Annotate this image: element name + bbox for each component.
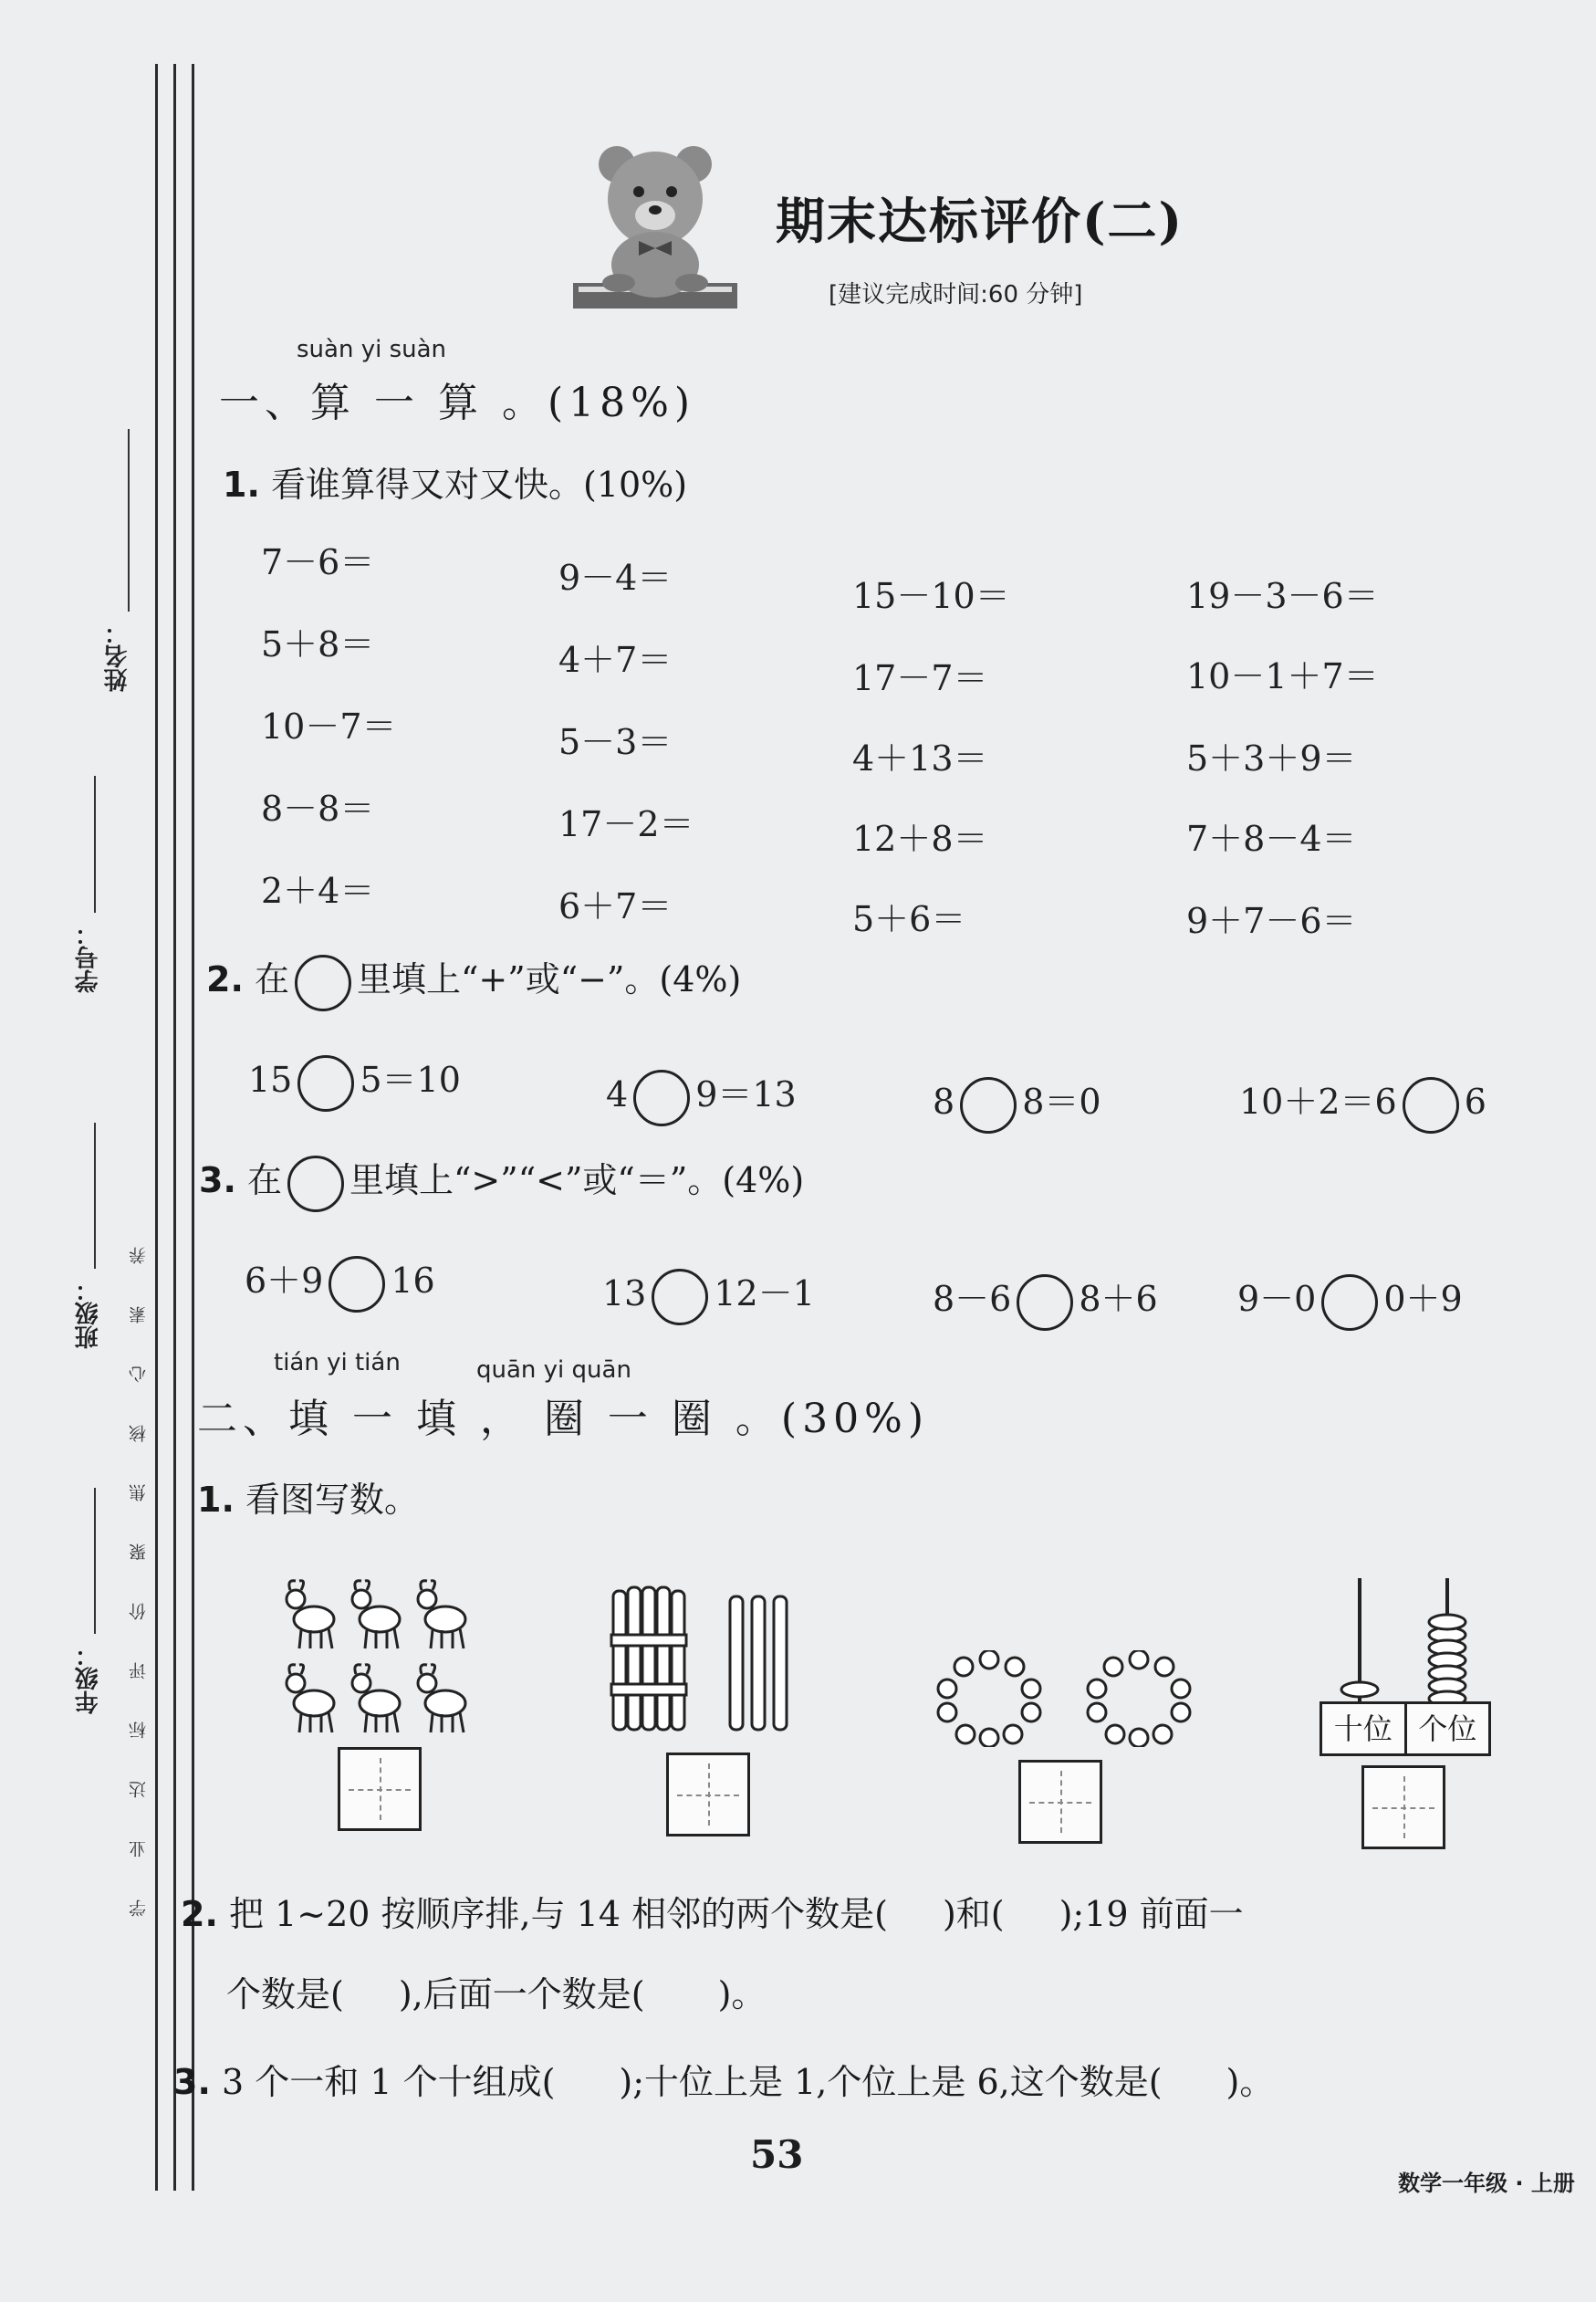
answer-circle[interactable] <box>1017 1274 1073 1331</box>
student-number-label: 学号： <box>75 922 102 993</box>
question-text-pre: 在 <box>246 1160 282 1200</box>
operand-right: 8＝0 <box>1022 1082 1101 1122</box>
equation: 5＋3＋9＝ <box>1186 738 1357 779</box>
equation: 5＋8＝ <box>261 624 375 664</box>
class-label: 班级： <box>75 1278 102 1349</box>
equation: 2＋4＝ <box>261 871 375 911</box>
operand-left: 8 <box>933 1082 955 1122</box>
equation: 17－2＝ <box>558 804 694 844</box>
equation: 5＋6＝ <box>852 899 966 939</box>
question-text: )和( <box>942 1894 1005 1934</box>
operator-item <box>606 1066 797 1126</box>
operator-item <box>933 1073 1101 1134</box>
operator-item <box>1239 1073 1486 1134</box>
goats-picture <box>283 1577 484 1742</box>
name-label: 姓名： <box>104 621 131 692</box>
equation: 7－6＝ <box>261 542 375 582</box>
question-text-post: 里填上“>”“<”或“＝”。(4%) <box>349 1160 805 1200</box>
answer-circle[interactable] <box>652 1269 708 1325</box>
question-prompt <box>223 456 687 507</box>
answer-circle[interactable] <box>633 1070 690 1126</box>
operand-right: 0＋9 <box>1383 1279 1463 1319</box>
equation: 9－4＝ <box>558 558 673 598</box>
ones-place-label: 个位 <box>1418 1711 1477 1746</box>
operand-right: 5＝10 <box>360 1060 461 1100</box>
answer-box[interactable] <box>338 1747 422 1831</box>
question-text: );十位上是 1,个位上是 6,这个数是( <box>619 2062 1163 2102</box>
operand-right: 8＋6 <box>1079 1279 1158 1319</box>
section-title: 二、填 一 填 ， 圈 一 圈 。(30%) <box>197 1396 930 1442</box>
compare-item <box>245 1252 435 1313</box>
equation: 15－10＝ <box>852 576 1010 616</box>
page-title: 期末达标评价(二) <box>776 192 1184 250</box>
section-pinyin: tián yi tián <box>274 1349 401 1376</box>
equation: 9＋7－6＝ <box>1186 901 1357 941</box>
equation: 12＋8＝ <box>852 819 988 859</box>
student-number-blank[interactable] <box>94 776 96 913</box>
sticks-picture <box>610 1584 810 1739</box>
question-number: 3. <box>173 2062 211 2102</box>
binding-rail-line <box>192 64 198 2191</box>
operand-right: 16 <box>391 1261 435 1301</box>
question-text: );19 前面一 <box>1059 1894 1244 1934</box>
equation: 19－3－6＝ <box>1186 576 1379 616</box>
operator-item <box>248 1052 461 1112</box>
question-number: 1. <box>197 1480 235 1520</box>
class-blank[interactable] <box>94 1123 96 1269</box>
operand-right: 9＝13 <box>695 1074 797 1114</box>
answer-box[interactable] <box>666 1753 750 1836</box>
equation: 10－7＝ <box>261 706 397 747</box>
operand-left: 8－6 <box>933 1279 1012 1319</box>
operand-left: 9－0 <box>1237 1279 1317 1319</box>
question-text-pre: 在 <box>254 959 289 999</box>
binding-rail-line <box>173 64 180 2191</box>
question-line <box>181 1886 1244 1936</box>
equation: 4＋13＝ <box>852 738 988 779</box>
question-text: 个数是( <box>226 1974 344 2014</box>
binding-rail-line <box>155 64 162 2191</box>
operand-left: 13 <box>602 1273 647 1313</box>
equation: 10－1＋7＝ <box>1186 656 1379 696</box>
question-text: 3 个一和 1 个十组成( <box>221 2062 556 2102</box>
operand-left: 4 <box>606 1074 629 1114</box>
page-subtitle: [建议完成时间:60 分钟] <box>829 281 1083 309</box>
compare-item <box>1237 1271 1463 1331</box>
page-number: 53 <box>750 2132 804 2177</box>
answer-box[interactable] <box>1018 1760 1102 1844</box>
equation: 5－3＝ <box>558 722 673 762</box>
abacus-place-table <box>1320 1701 1491 1756</box>
section-pinyin: suàn yi suàn <box>297 336 447 363</box>
answer-circle[interactable] <box>1321 1274 1378 1331</box>
equation: 8－8＝ <box>261 789 375 829</box>
question-number: 1. <box>223 465 260 505</box>
question-text: 看图写数。 <box>245 1480 419 1520</box>
answer-circle-sample <box>287 1156 344 1212</box>
question-text: ),后面一个数是( <box>398 1974 645 2014</box>
equation: 17－7＝ <box>852 658 988 698</box>
margin-seal-text: 学业达标评价聚焦核心素养 <box>129 1205 149 1917</box>
equation: 6＋7＝ <box>558 886 673 926</box>
question-number: 2. <box>206 959 244 999</box>
answer-circle[interactable] <box>1403 1077 1459 1134</box>
operand-right: 6 <box>1464 1082 1486 1122</box>
section-title: 一、算 一 算 。(18%) <box>219 380 696 426</box>
question-number: 3. <box>199 1160 236 1200</box>
question-line <box>173 2054 1274 2104</box>
question-prompt <box>206 951 741 1011</box>
book-label: 数学一年级 · 上册 <box>1398 2171 1575 2196</box>
answer-circle[interactable] <box>960 1077 1017 1134</box>
abacus-picture <box>1314 1575 1497 1711</box>
name-blank[interactable] <box>128 429 130 612</box>
question-prompt <box>197 1471 419 1522</box>
answer-circle[interactable] <box>329 1256 385 1313</box>
answer-box[interactable] <box>1361 1765 1445 1849</box>
section-pinyin: quān yi quān <box>476 1356 631 1384</box>
question-text: )。 <box>1226 2062 1275 2102</box>
compare-item <box>602 1265 815 1325</box>
bead-ring-picture <box>934 1650 1044 1747</box>
teddy-bear-on-book-icon <box>573 146 737 315</box>
question-text: 把 1~20 按顺序排,与 14 相邻的两个数是( <box>228 1894 888 1934</box>
question-line <box>226 1966 766 2016</box>
question-text-post: 里填上“+”或“−”。(4%) <box>357 959 742 999</box>
grade-blank[interactable] <box>94 1488 96 1634</box>
question-prompt <box>199 1152 804 1212</box>
equation: 7＋8－4＝ <box>1186 819 1357 859</box>
operand-left: 15 <box>248 1060 293 1100</box>
question-text: )。 <box>717 1974 767 2014</box>
question-number: 2. <box>181 1894 218 1934</box>
bead-ring-picture <box>1084 1650 1194 1747</box>
operand-right: 12－1 <box>714 1273 815 1313</box>
compare-item <box>933 1271 1158 1331</box>
answer-circle[interactable] <box>297 1055 354 1112</box>
grade-label: 年级： <box>75 1643 102 1714</box>
operand-left: 6＋9 <box>245 1261 324 1301</box>
equation: 4＋7＝ <box>558 640 673 680</box>
operand-left: 10＋2＝6 <box>1239 1082 1397 1122</box>
answer-circle-sample <box>295 955 351 1011</box>
tens-place-label: 十位 <box>1322 1704 1407 1753</box>
question-text: 看谁算得又对又快。(10%) <box>270 465 688 505</box>
